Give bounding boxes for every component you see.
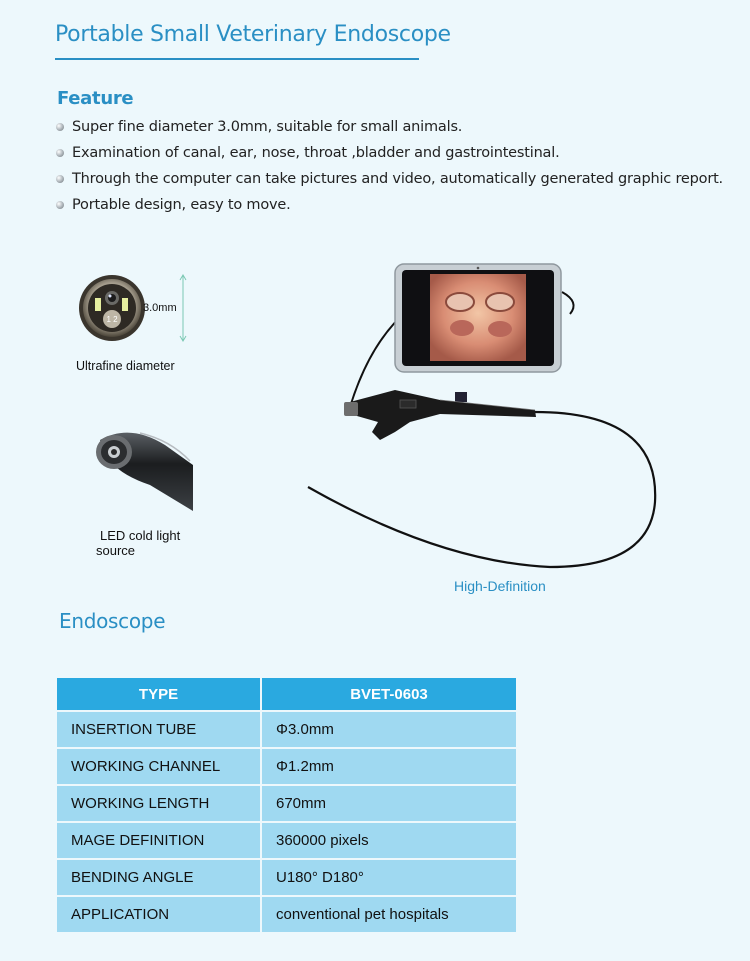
bullet-icon	[56, 175, 64, 183]
feature-text: Examination of canal, ear, nose, throat ,bladder and gastrointestinal.	[72, 145, 560, 161]
table-row	[57, 711, 516, 748]
feature-list	[55, 117, 723, 221]
list-item	[55, 117, 723, 143]
table-row	[57, 822, 516, 859]
hd-caption: High-Definition	[454, 578, 546, 594]
spec-value: conventional pet hospitals	[261, 896, 516, 932]
list-item	[55, 143, 723, 169]
spec-value: Φ3.0mm	[261, 711, 516, 748]
diameter-label: 3.0mm	[143, 302, 177, 314]
led-caption-line1: LED cold light	[100, 528, 181, 543]
feature-text: Portable design, easy to move.	[72, 197, 291, 213]
table-header-row	[57, 678, 516, 711]
table-row	[57, 748, 516, 785]
spec-name: WORKING CHANNEL	[57, 748, 261, 785]
spec-value: 360000 pixels	[261, 822, 516, 859]
spec-name: APPLICATION	[57, 896, 261, 932]
page-title: Portable Small Veterinary Endoscope	[55, 22, 451, 47]
bullet-icon	[56, 149, 64, 157]
list-item	[55, 195, 723, 221]
feature-text: Super fine diameter 3.0mm, suitable for small animals.	[72, 119, 463, 135]
feature-text: Through the computer can take pictures and video, automatically generated graphic report.	[72, 171, 723, 187]
feature-heading: Feature	[57, 88, 134, 109]
spec-table	[57, 678, 516, 932]
ultrafine-caption: Ultrafine diameter	[76, 359, 175, 373]
bullet-icon	[56, 123, 64, 131]
spec-name: BENDING ANGLE	[57, 859, 261, 896]
table-row	[57, 859, 516, 896]
spec-value: U180° D180°	[261, 859, 516, 896]
endoscope-tip-image	[78, 272, 198, 344]
spec-value: Φ1.2mm	[261, 748, 516, 785]
led-caption-line2: source	[96, 543, 136, 558]
led-light-image	[90, 425, 200, 515]
bullet-icon	[56, 201, 64, 209]
spec-name: WORKING LENGTH	[57, 785, 261, 822]
tablet-endoscope-image	[300, 262, 670, 582]
table-row	[57, 785, 516, 822]
spec-value: 670mm	[261, 785, 516, 822]
spec-name: INSERTION TUBE	[57, 711, 261, 748]
column-header: BVET-0603	[261, 678, 516, 711]
column-header: TYPE	[57, 678, 261, 711]
endoscope-heading: Endoscope	[59, 609, 166, 633]
title-underline	[55, 58, 419, 60]
spec-name: MAGE DEFINITION	[57, 822, 261, 859]
tip-marking: 1 2	[106, 315, 118, 324]
list-item	[55, 169, 723, 195]
table-row	[57, 896, 516, 932]
